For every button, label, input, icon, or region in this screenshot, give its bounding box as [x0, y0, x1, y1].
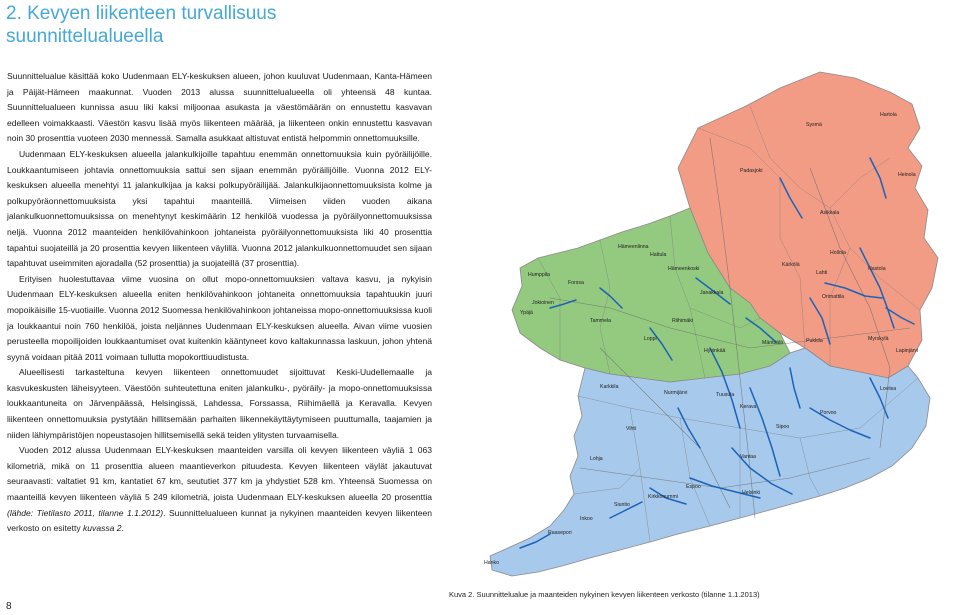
map-label: Orimattila — [822, 294, 845, 300]
source-reference: (lähde: Tietilasto 2011, tilanne 1.1.2012) — [7, 507, 164, 518]
page-title-line-2: suunnittelualueella — [6, 26, 164, 47]
figure-caption: Kuva 2. Suunnittelualue ja maanteiden nykyinen kevyen liikenteen verkosto (tilanne 1.1.2013) — [449, 590, 760, 599]
map-label: Vihti — [626, 426, 636, 432]
map-label: Nurmijärvi — [664, 390, 688, 396]
map-label: Hyvinkää — [704, 348, 726, 354]
map-label: Porvoo — [820, 410, 837, 416]
paragraph-3: Erityisen huolestuttavaa viime vuosina on ollut mopo-onnettomuuksien valtava kasvu, ja nykyisin Uudenmaan ELY-keskuksen alueella eniten henkilövahinkoon johtaneita onnettomuuksia tapahtuukin juuri mopoikäisille 15-vuotiaille. Vuonna 2012 Suomessa henkilövahinkoon johtaneissa mopo-onnettomuuksissa kuoli ja loukkaantui noin 760 henkilöä, joista neljännes Uudenmaan ELY-keskuksen alueella. Aivan viime vuosien perusteella mopoilijoiden loukkaantumiset ovat kuitenkin kääntyneet kovo kaltakunnassa laskuun, johon yhtenä syynä voidaan pitää 2011 voimaan tullutta mopokorttiuudistusta. — [7, 273, 432, 362]
map-label: Espoo — [686, 484, 701, 490]
map-label: Siuntio — [614, 502, 630, 508]
map-label: Sipoo — [776, 424, 790, 430]
map-label: Riihimäki — [672, 318, 694, 324]
paragraph-2: Uudenmaan ELY-keskuksen alueella jalankulkijoille tapahtuu enemmän onnettomuuksia kuin pyöräilijöille. Loukkaantumiseen johtavia onnettomuuksia sattui sen sijaan enemmän pyöräilijöille. Vuonna 2012 ELY-keskuksen alueella menehtyi 11 jalankulkijaa ja kaksi polkupyöräilijää. Jalankulkijaonnettomuuksista kolme ja polkupyöräonnettomuuksista yksi tapahtui maanteillä. Viimeisen viiden vuoden aikana jalankulkuonnettomuuksissa on menehtynyt keskimäärin 12 henkilöä vuodessa ja pyöräilyonnettomuuksissa neljä. Vuonna 2012 maanteiden henkilövahinkoon johtaneista pyöräilyonnettomuuksista liki 40 prosenttia tapahtui suojateillä ja 20 prosenttia kevyen liikenteen väylillä. Vuonna 2012 jalankulkuonnettomuudet sen sijaan tapahtuvat useimmiten ajoradalla (52 prosenttia) ja suojateillä (37 prosenttia). — [7, 148, 432, 269]
page-number: 8 — [6, 601, 12, 612]
map-label: Jokioinen — [532, 300, 554, 306]
map-label: Humppila — [528, 272, 550, 278]
map-label: Sysmä — [806, 122, 822, 128]
map-label: Tammela — [590, 318, 612, 324]
map-label: Helsinki — [742, 490, 761, 496]
paragraph-1: Suunnittelualue käsittää koko Uudenmaan ELY-keskuksen alueen, johon kuuluvat Uudenmaan, Kanta-Hämeen ja Päijät-Hämeen maakunnat. Vuoden 2013 alussa suunnittelualueella oli yhteensä 48 kuntaa. Suunnittelualueen kunnissa asuu liki kaksi miljoonaa asukasta ja väestömäärän on ennustettu kasvavan edelleen voimakkaasti. Väestön kasvu lisää myös liikenteen määrää, ja liikenteen onkin ennustettu kasvavan noin 30 prosenttia vuoteen 2030 mennessä. Samalla asukkaat altistuvat entistä helpommin onnettomuuksille. — [7, 71, 432, 144]
paragraph-5 — [7, 443, 432, 537]
paragraph-4: Alueellisesti tarkasteltuna kevyen liikenteen onnettomuudet sijoittuvat Keski-Uudellemaalle ja kasvukeskusten läheisyyteen. Väestöön suhteutettuna eniten jalankulku-, pyöräily- ja mopo-onnettomuuksissa loukkaantuneita on Järvenpäässä, Helsingissä, Lahdessa, Forssassa, Riihimäellä ja Keravalla. Kevyen liikenteen onnettomuuksia pystytään hillitsemään parhaiten liikennekäyttäytymiseen puuttumalla, taajamien ja niiden lähiympäristöjen nopeustasojen hillitsemisellä sekä teiden ylitysten turvaamisella. — [7, 367, 432, 440]
paragraph-5-tail: . Suunnittelualueen kunnat ja nykyinen maanteiden kevyen liikenteen verkosto on esitetty — [7, 507, 432, 534]
map-label: Loviisa — [880, 386, 897, 392]
map-label: Hämeenkoski — [668, 266, 700, 272]
map-label: Loppi — [644, 336, 657, 342]
map-label: Padasjoki — [740, 168, 763, 174]
map-label: Lohja — [590, 456, 603, 462]
map-label: Kärkölä — [782, 262, 800, 268]
map-label: Hartola — [880, 112, 897, 118]
map-label: Forssa — [568, 280, 584, 286]
map-label: Raasepori — [548, 530, 572, 536]
paragraph-5-text: Vuoden 2012 alussa Uudenmaan ELY-keskuksen maanteiden varsilla oli kevyen liikenteen väyliä 1 063 kilometriä, mikä on 11 prosenttia alueen maantieverkon pituudesta. Kevyen liikenteen väylät jakautuvat seuraavasti: valtatiet 91 km, kantatiet 67 km, seututiet 377 km ja yhdystiet 528 km. Yhteensä Suomessa on maanteillä kevyen liikenteen väyliä 5 249 kilometriä, joista Uudenmaan ELY-keskuksen alueella 20 prosenttia — [7, 445, 432, 503]
map-label: Ypäjä — [520, 310, 533, 316]
paragraph-5-end: . — [121, 523, 124, 534]
map-label: Inkoo — [580, 516, 593, 522]
map-label: Karkkila — [600, 384, 619, 390]
map-label: Vantaa — [740, 454, 757, 460]
map-label: Hollola — [830, 250, 846, 256]
map-label: Myrskylä — [868, 336, 889, 342]
map-label: Kerava — [740, 404, 757, 410]
map-label: Tuusula — [716, 392, 735, 398]
figure-reference: kuvassa 2 — [83, 523, 122, 534]
map-label: Nastola — [868, 266, 886, 272]
map-label: Mäntsälä — [762, 340, 784, 346]
map-label: Asikkala — [820, 210, 840, 216]
body-text — [7, 69, 432, 537]
map-label: Lapinjärvi — [896, 348, 919, 354]
region-map — [450, 48, 950, 583]
page-title-line-1: 2. Kevyen liikenteen turvallisuus — [6, 3, 277, 24]
map-label: Hämeenlinna — [618, 244, 649, 250]
map-label: Heinola — [898, 172, 916, 178]
map-region-uusimaa — [490, 348, 930, 576]
map-label: Hattula — [650, 252, 667, 258]
page-title — [6, 2, 276, 48]
map-label: Pukkila — [806, 338, 823, 344]
map-label: Hanko — [484, 560, 499, 566]
map-label: Kirkkonummi — [648, 494, 678, 500]
map-label: Lahti — [816, 270, 828, 276]
map-label: Janakkala — [700, 290, 724, 296]
